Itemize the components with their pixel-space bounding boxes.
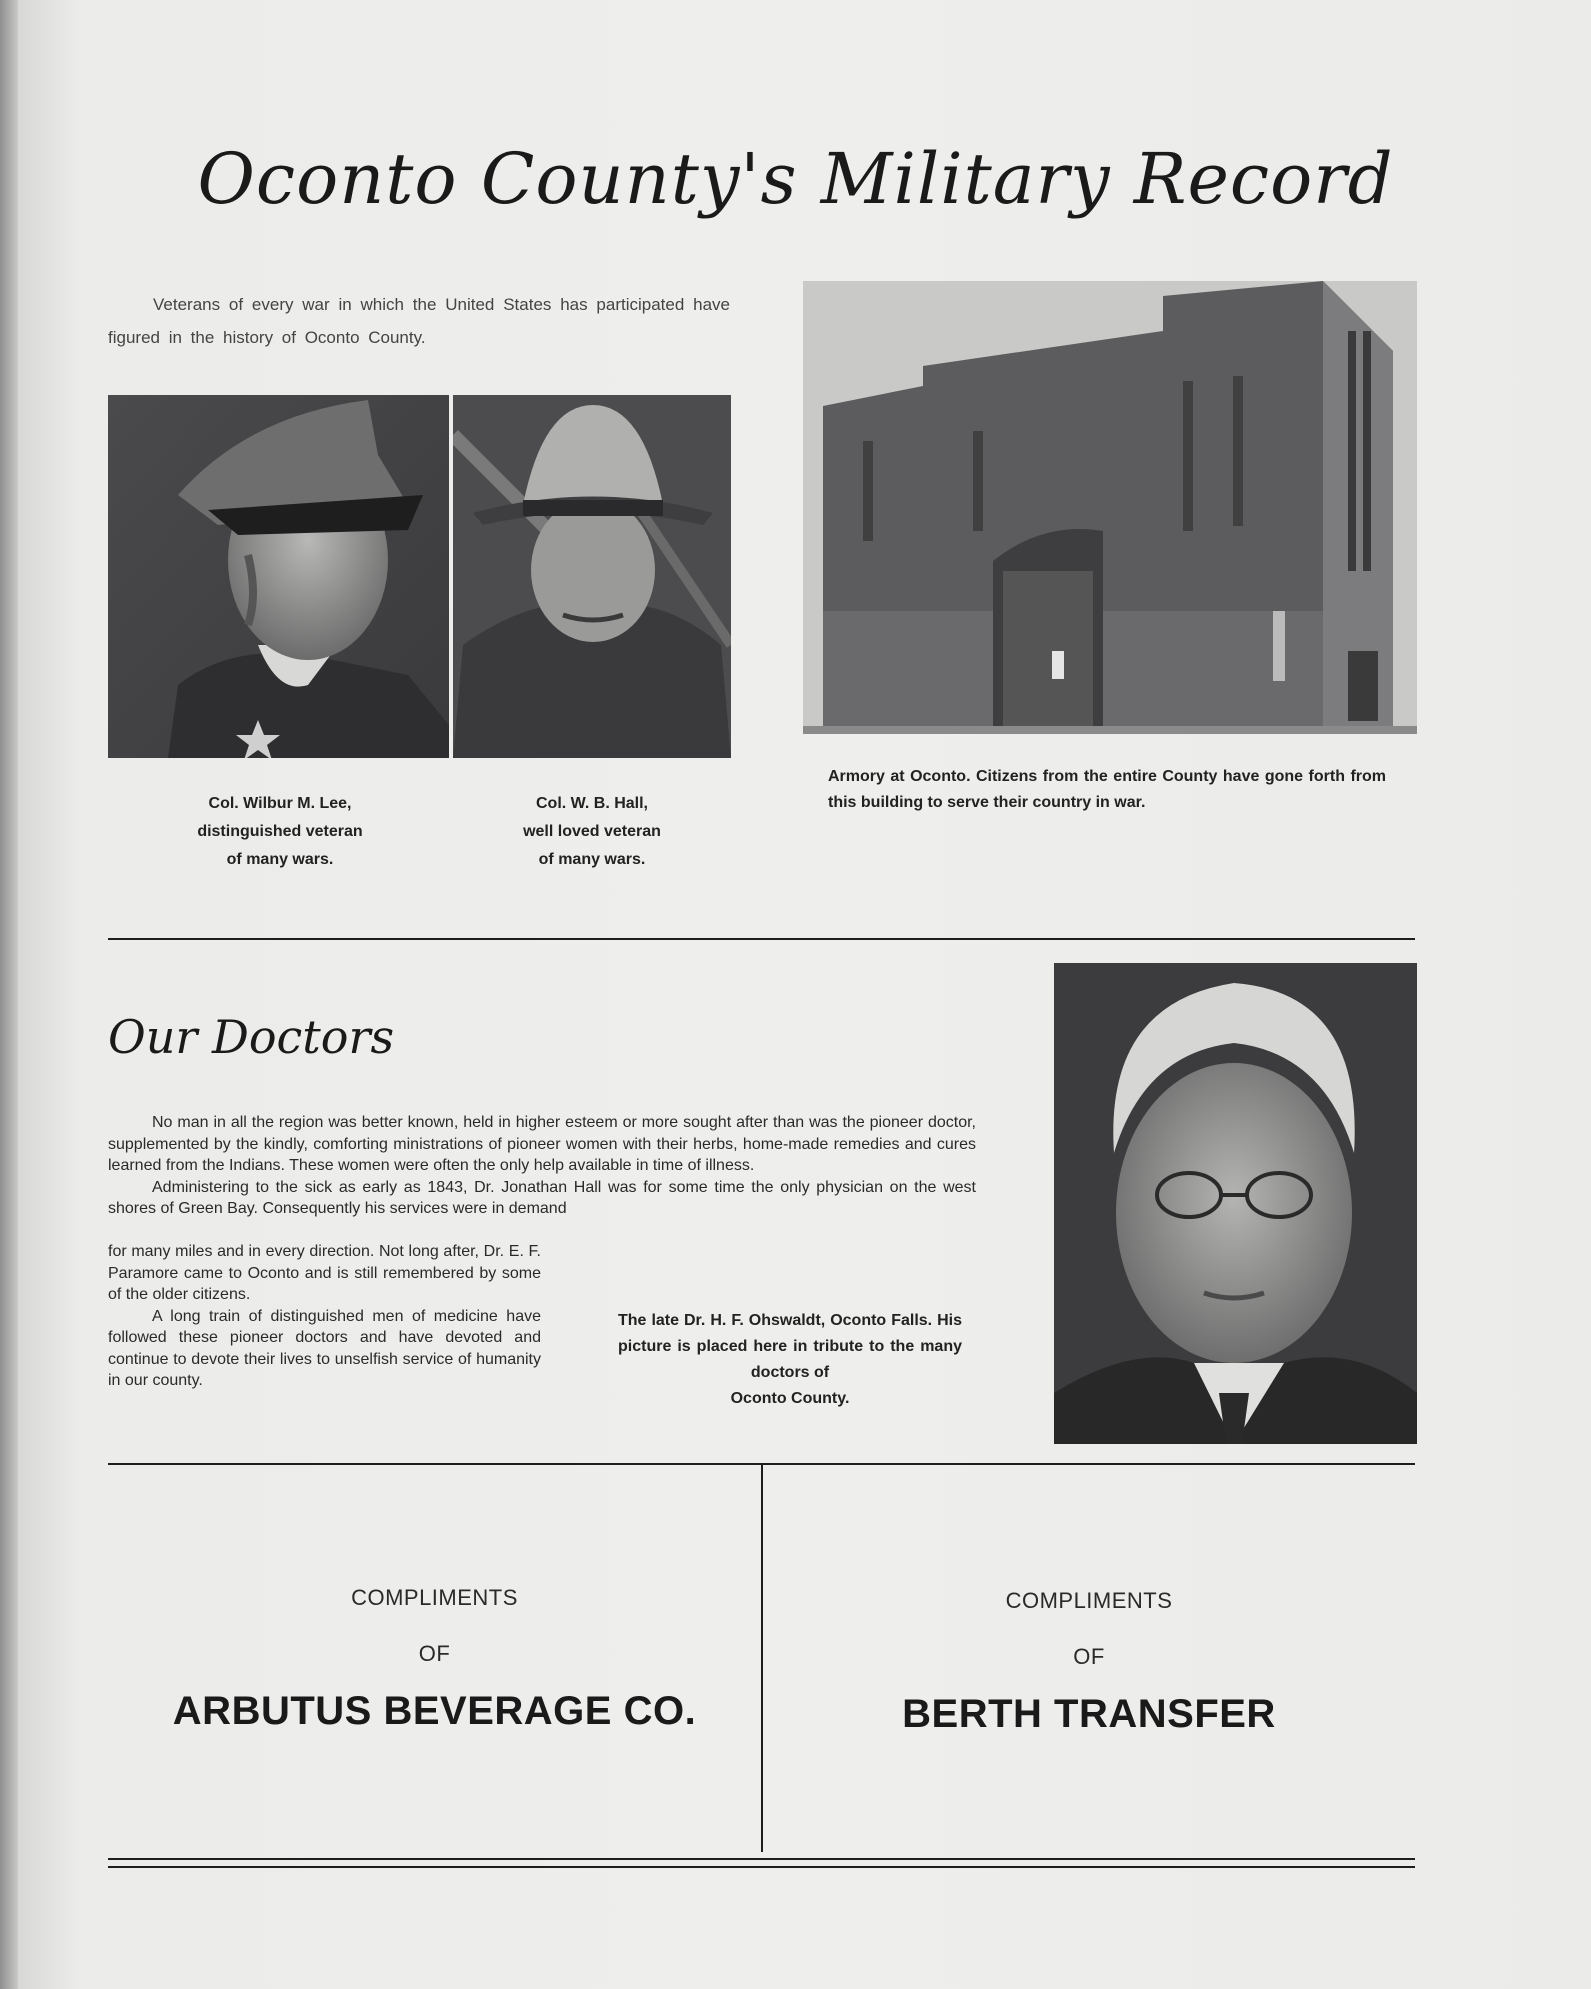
binding-gutter: [0, 0, 18, 1989]
doctors-paragraph-2: Administering to the sick as early as 1843, Dr. Jonathan Hall was for some time the only physician on the west shores of Green Bay. Consequently his services were in demand: [108, 1178, 976, 1217]
intro-text: Veterans of every war in which the United States has participated have figured in the history of Oconto County.: [108, 295, 730, 347]
portrait-photo-icon: [108, 395, 449, 758]
ad-business-name: BERTH TRANSFER: [902, 1692, 1276, 1736]
building-photo-icon: [803, 281, 1417, 734]
ad-of-label: OF: [418, 1641, 451, 1666]
ohswaldt-caption: The late Dr. H. F. Ohswaldt, Oconto Falls. His picture is placed here in tribute to the many doctors of Oconto County.: [618, 1312, 962, 1407]
hall-portrait-photo: [453, 395, 731, 758]
hall-caption: Col. W. B. Hall, well loved veteran of many wars.: [523, 795, 661, 868]
bottom-rule: [108, 1866, 1415, 1868]
lee-caption: Col. Wilbur M. Lee, distinguished veteran of many wars.: [197, 795, 363, 868]
portrait-photo-icon: [1054, 963, 1417, 1444]
armory-caption: Armory at Oconto. Citizens from the entire County have gone forth from this building to serve their country in war.: [828, 768, 1386, 811]
bottom-rule: [108, 1858, 1415, 1860]
section-divider: [108, 938, 1415, 940]
lee-portrait-photo: [108, 395, 449, 758]
ad-compliments-label: COMPLIMENTS: [351, 1585, 518, 1610]
doctors-paragraph-3: A long train of distinguished men of medicine have followed these pioneer doctors and have devoted and continue to devote their lives to unselfish service of humanity in our county.: [108, 1307, 541, 1389]
doctors-text-column: [108, 1241, 541, 1392]
doctors-text-full: [108, 1112, 976, 1220]
ad-compliments-label: COMPLIMENTS: [1005, 1588, 1173, 1613]
ad-berth: [763, 1588, 1415, 1737]
armory-building-photo: [803, 281, 1417, 734]
ad-arbutus: [108, 1585, 761, 1734]
page-title: Oconto County's Military Record: [197, 138, 1394, 220]
ohswaldt-portrait-photo: [1054, 963, 1417, 1444]
portrait-photo-icon: [453, 395, 731, 758]
doctors-paragraph-1: No man in all the region was better known, held in higher esteem or more sought after than was the pioneer doctor, supplemented by the kindly, comforting ministrations of pioneer women with their herbs, home-made remedies and cures learned from the Indians. These women were often the only help available in time of illness.: [108, 1114, 976, 1174]
ad-of-label: OF: [1073, 1644, 1105, 1669]
section-title-doctors: Our Doctors: [108, 1010, 395, 1064]
doctors-paragraph-2-cont: for many miles and in every direction. Not long after, Dr. E. F. Paramore came to Oconto and is still remembered by some of the older citizens.: [108, 1243, 541, 1303]
ad-business-name: ARBUTUS BEVERAGE CO.: [172, 1689, 697, 1733]
